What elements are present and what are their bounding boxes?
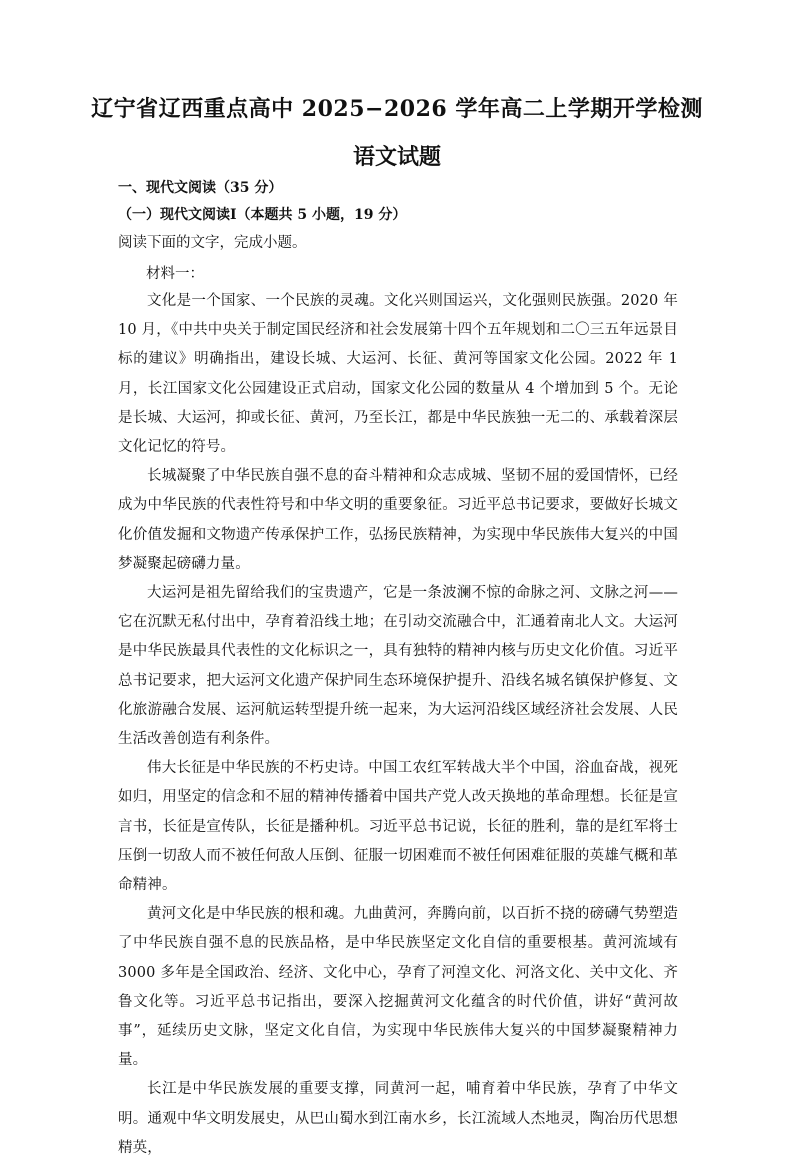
reading-instruction: 阅读下面的文字，完成小题。 <box>118 235 307 251</box>
paragraph-culture: 文化是一个国家、一个民族的灵魂。文化兴则国运兴，文化强则民族强。2020 年 10 月，《中共中央关于制定国民经济和社会发展第十四个五年规划和二〇三五年远景目标的建议》明确指出，建设长城、大运河、长征、黄河等国家文化公园。2022 年 1 月，长江国家文化公园建设正式启动，国家文化公园的数量从 4 个增加到 5 个。无论是长城、大运河，抑或长征、黄河，乃至长江，都是中华民族独一无二的、承载着深层文化记忆的符号。 <box>118 293 678 456</box>
paragraph-long-march: 伟大长征是中华民族的不朽史诗。中国工农红军转战大半个中国，浴血奋战，视死如归，用坚定的信念和不屈的精神传播着中国共产党人改天换地的革命理想。长征是宣言书，长征是宣传队，长征是播种机。习近平总书记说，长征的胜利，靠的是红军将士压倒一切敌人而不被任何敌人压倒、征服一切困难而不被任何困难征服的英雄气概和革命精神。 <box>118 760 678 894</box>
paragraph-great-wall: 长城凝聚了中华民族自强不息的奋斗精神和众志成城、坚韧不屈的爱国情怀，已经成为中华民族的代表性符号和中华文明的重要象征。习近平总书记要求，要做好长城文化价值发掘和文物遗产传承保护工作，弘扬民族精神，为实现中华民族伟大复兴的中国梦凝聚起磅礴力量。 <box>118 468 678 572</box>
paragraph-grand-canal: 大运河是祖先留给我们的宝贵遗产，它是一条波澜不惊的命脉之河、文脉之河——它在沉默无私付出中，孕育着沿线土地；在引动交流融合中，汇通着南北人文。大运河是中华民族最具代表性的文化标识之一，具有独特的精神内核与历史文化价值。习近平总书记要求，把大运河文化遗产保护同生态环境保护提升、沿线名城名镇保护修复、文化旅游融合发展、运河航运转型提升统一起来，为大运河沿线区域经济社会发展、人民生活改善创造有利条件。 <box>118 585 678 748</box>
section-heading: 一、现代文阅读（35 分） <box>118 180 283 196</box>
document-title: 辽宁省辽西重点高中 2025−2026 学年高二上学期开学检测 <box>91 96 703 122</box>
paragraph-yellow-river: 黄河文化是中华民族的根和魂。九曲黄河，奔腾向前，以百折不挠的磅礴气势塑造了中华民族自强不息的民族品格，是中华民族坚定文化自信的重要根基。黄河流域有 3000 多年是全国政治、经济、文化中心，孕育了河湟文化、河洛文化、关中文化、齐鲁文化等。习近平总书记指出，要深入挖掘黄河文化蕴含的时代价值，讲好“黄河故事”，延续历史文脉，坚定文化自信，为实现中华民族伟大复兴的中国梦凝聚精神力量。 <box>118 906 678 1069</box>
passage-body <box>118 287 678 1163</box>
subsection-heading: （一）现代文阅读Ⅰ（本题共 5 小题，19 分） <box>118 207 407 223</box>
paragraph-yangtze: 长江是中华民族发展的重要支撑，同黄河一起，哺育着中华民族，孕育了中华文明。通观中华文明发展史，从巴山蜀水到江南水乡，长江流域人杰地灵，陶冶历代思想精英， <box>118 1081 678 1156</box>
document-subtitle: 语文试题 <box>352 144 441 170</box>
material-label: 材料一： <box>146 266 204 282</box>
